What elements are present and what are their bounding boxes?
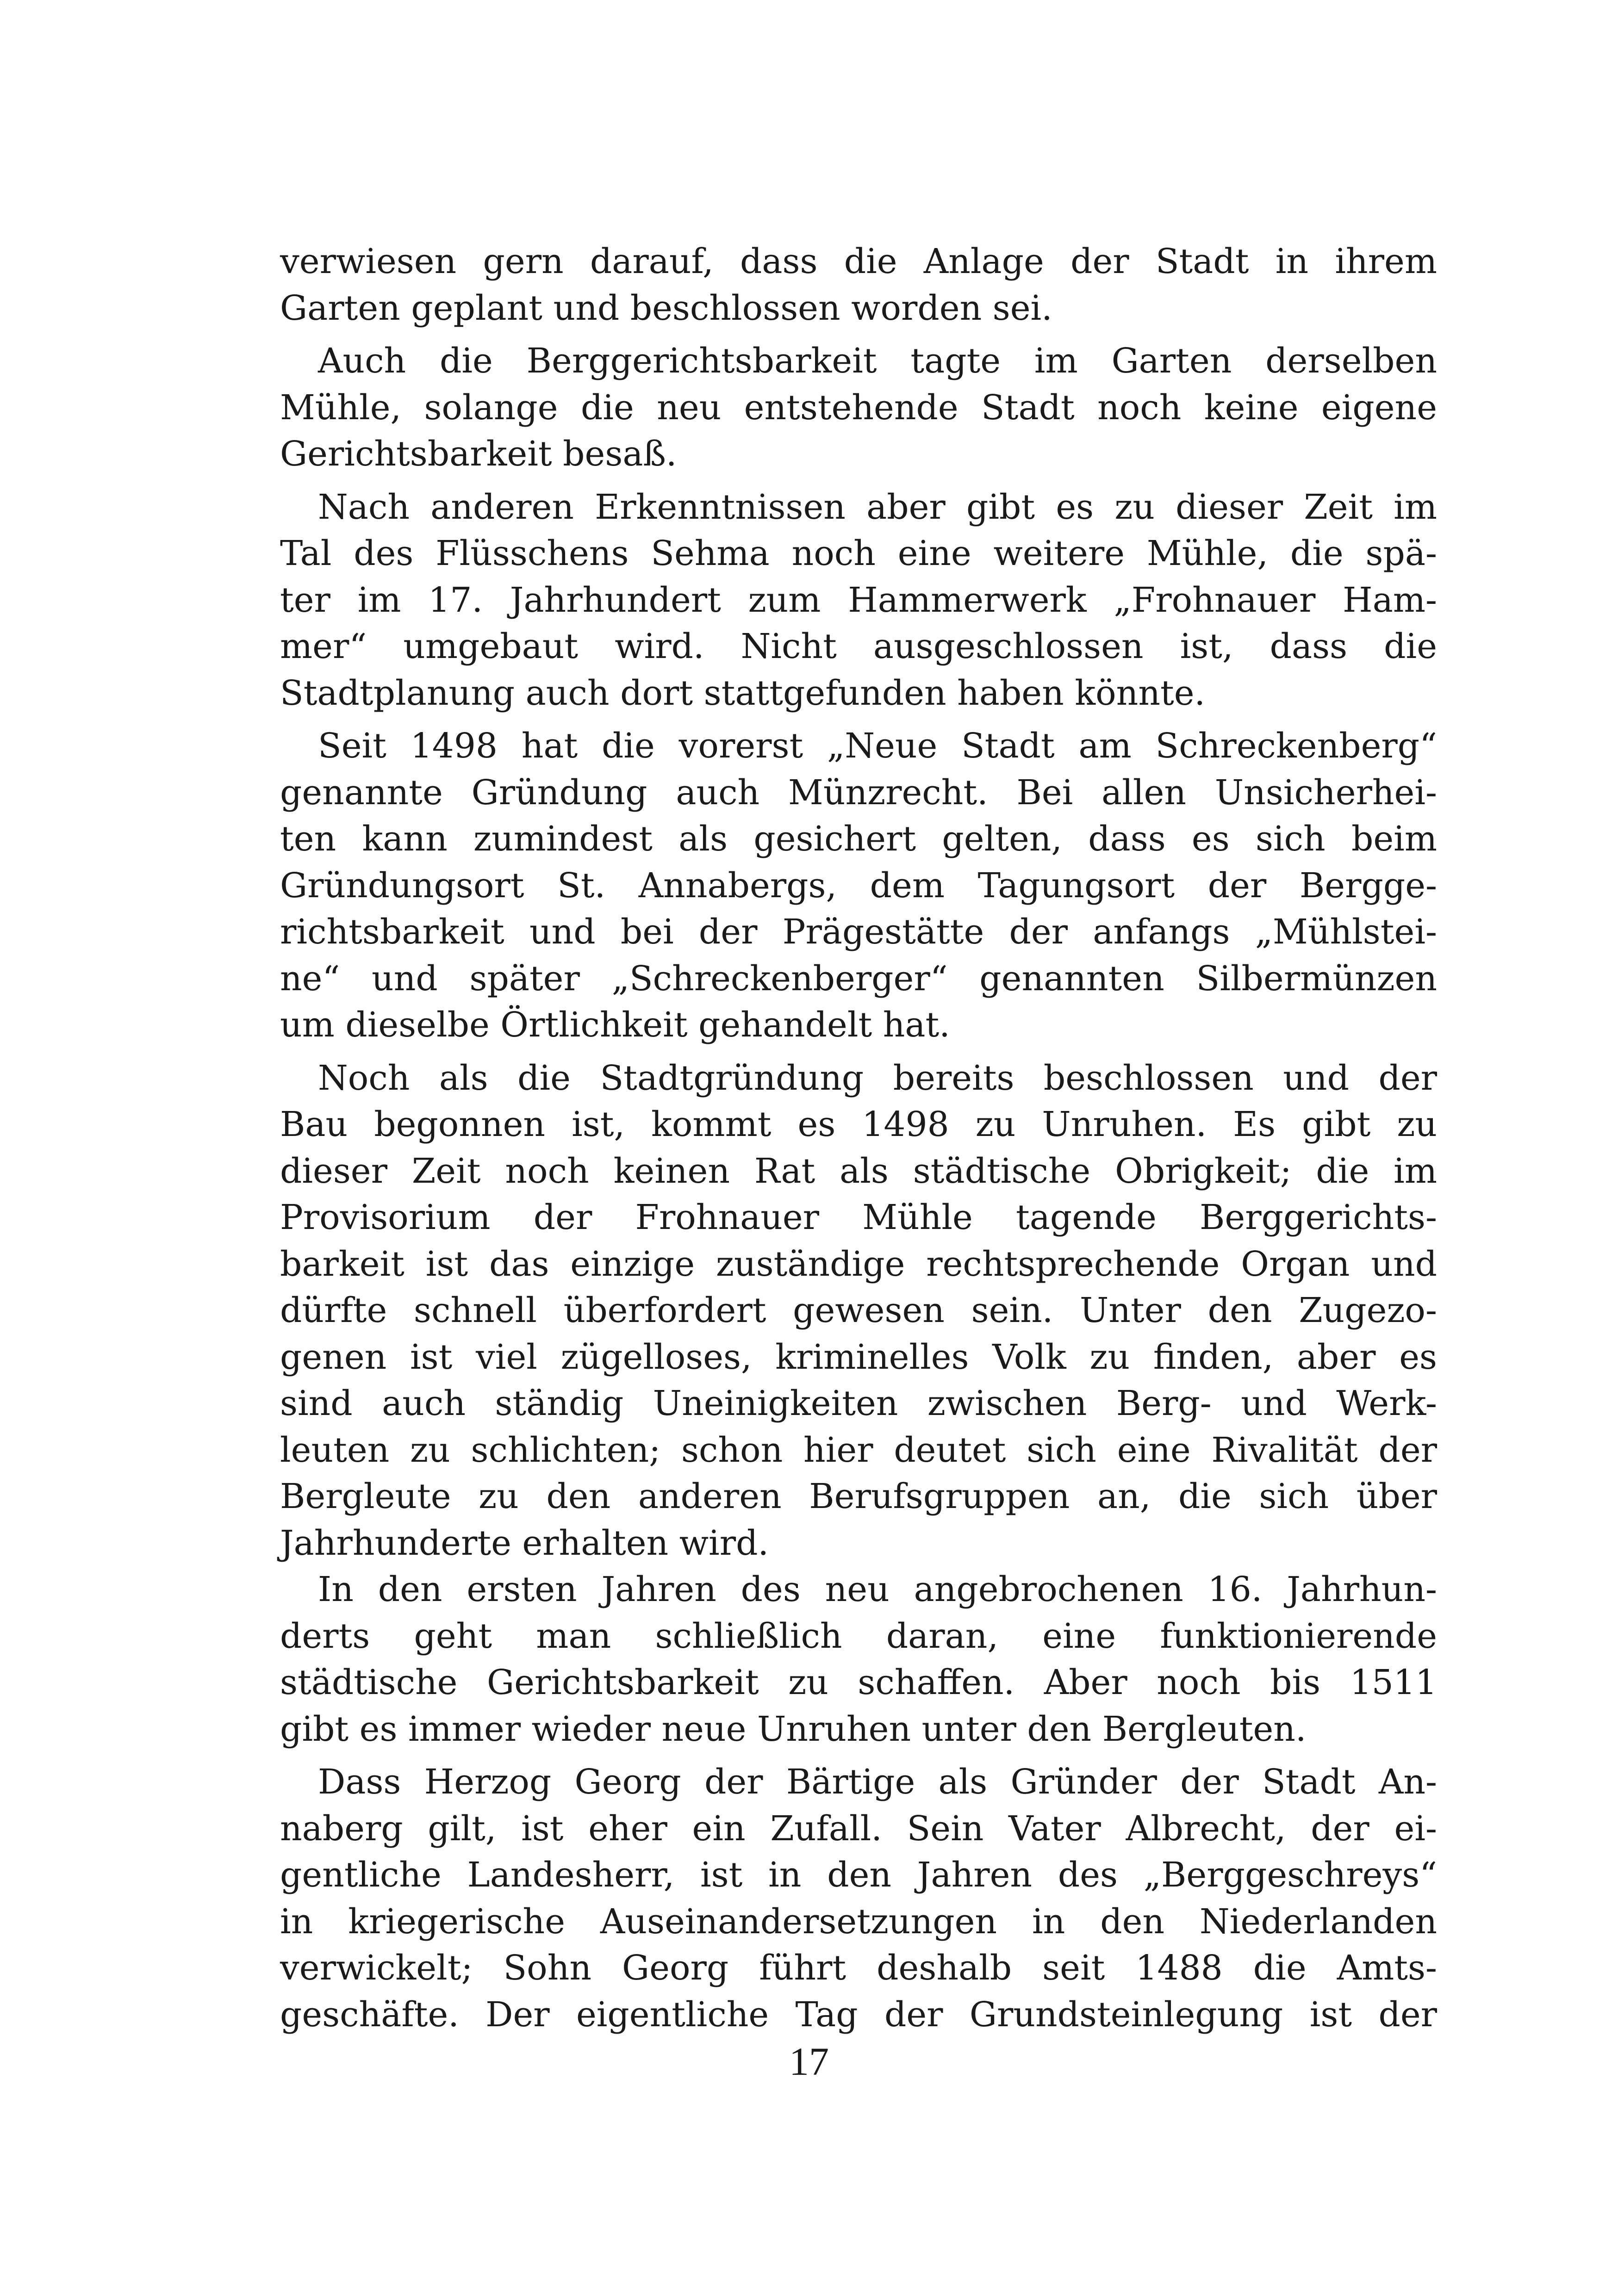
text-line: leuten zu schlichten; schon hier deutet sich eine Rivalität der	[280, 1430, 1437, 1470]
text-line: Mühle, solange die neu entstehende Stadt noch keine eigene	[280, 387, 1437, 428]
text-line: ten kann zumindest als gesichert gelten, dass es sich beim	[280, 819, 1437, 859]
paragraph	[280, 1566, 1437, 1752]
text-line: geschäfte. Der eigentliche Tag der Grundsteinlegung ist der	[280, 1994, 1437, 2035]
text-line: gentliche Landesherr, ist in den Jahren des „Berggeschreys“	[280, 1855, 1437, 1895]
text-line: Garten geplant und beschlossen worden sei.	[280, 288, 1052, 328]
text-line: barkeit ist das einzige zuständige rechtsprechende Organ und	[280, 1244, 1437, 1284]
text-line: sind auch ständig Uneinigkeiten zwischen Berg- und Werk-	[280, 1384, 1437, 1423]
text-line: Bau begonnen ist, kommt es 1498 zu Unruhen. Es gibt zu	[280, 1105, 1437, 1144]
text-line: verwiesen gern darauf, dass die Anlage der Stadt in ihrem	[280, 242, 1437, 281]
text-line: Stadtplanung auch dort stattgefunden haben könnte.	[280, 673, 1206, 713]
text-line: derts geht man schließlich daran, eine funktionierende	[280, 1616, 1437, 1656]
text-line: Nach anderen Erkenntnissen aber gibt es zu dieser Zeit im	[318, 487, 1437, 527]
text-line: gibt es immer wieder neue Unruhen unter den Bergleuten.	[280, 1709, 1307, 1749]
text-line: städtische Gerichtsbarkeit zu schaffen. Aber noch bis 1511	[280, 1663, 1437, 1702]
text-line: dieser Zeit noch keinen Rat als städtische Obrigkeit; die im	[280, 1151, 1437, 1191]
text-line: Gerichtsbarkeit besaß.	[280, 434, 677, 474]
text-line: naberg gilt, ist eher ein Zufall. Sein Vater Albrecht, der ei-	[280, 1808, 1437, 1849]
text-line: dürfte schnell überfordert gewesen sein. Unter den Zugezo-	[280, 1291, 1437, 1330]
text-line: in kriegerische Auseinandersetzungen in den Niederlanden	[280, 1901, 1437, 1942]
paragraph	[280, 484, 1437, 717]
text-line: Provisorium der Frohnauer Mühle tagende Berggerichts-	[280, 1198, 1437, 1237]
text-line: Dass Herzog Georg der Bärtige als Gründer der Stadt An-	[318, 1762, 1437, 1802]
text-line: In den ersten Jahren des neu angebrochenen 16. Jahrhun-	[318, 1570, 1437, 1609]
text-line: genannte Gründung auch Münzrecht. Bei allen Unsicherhei-	[280, 772, 1437, 813]
text-line: mer“ umgebaut wird. Nicht ausgeschlossen ist, dass die	[280, 627, 1437, 666]
text-line: Tal des Flüsschens Sehma noch eine weitere Mühle, die spä-	[280, 534, 1437, 573]
text-line: verwickelt; Sohn Georg führt deshalb seit 1488 die Amts-	[280, 1948, 1437, 1988]
text-line: Noch als die Stadtgründung bereits beschlossen und der	[318, 1058, 1437, 1098]
body-text	[280, 238, 1437, 2038]
text-line: genen ist viel zügelloses, kriminelles Volk zu finden, aber es	[280, 1337, 1437, 1377]
text-line: um dieselbe Örtlichkeit gehandelt hat.	[280, 1005, 950, 1045]
text-line: richtsbarkeit und bei der Prägestätte der anfangs „Mühlstei-	[280, 912, 1437, 952]
text-line: Auch die Berggerichtsbarkeit tagte im Garten derselben	[318, 341, 1437, 381]
text-line: ter im 17. Jahrhundert zum Hammerwerk „Frohnauer Ham-	[280, 580, 1437, 620]
text-line: Gründungsort St. Annabergs, dem Tagungsort der Bergge-	[280, 865, 1437, 906]
paragraph	[280, 338, 1437, 478]
paragraph	[280, 723, 1437, 1049]
text-line: ne“ und später „Schreckenberger“ genannten Silbermünzen	[280, 958, 1437, 999]
text-line: Bergleute zu den anderen Berufsgruppen an, die sich über	[280, 1477, 1437, 1516]
text-line: Jahrhunderte erhalten wird.	[280, 1523, 769, 1563]
paragraph	[280, 1759, 1437, 2038]
page-number: 17	[789, 2039, 829, 2084]
paragraph	[280, 1055, 1437, 1567]
text-line: Seit 1498 hat die vorerst „Neue Stadt am Schreckenberg“	[318, 726, 1437, 766]
paragraph	[280, 238, 1437, 331]
